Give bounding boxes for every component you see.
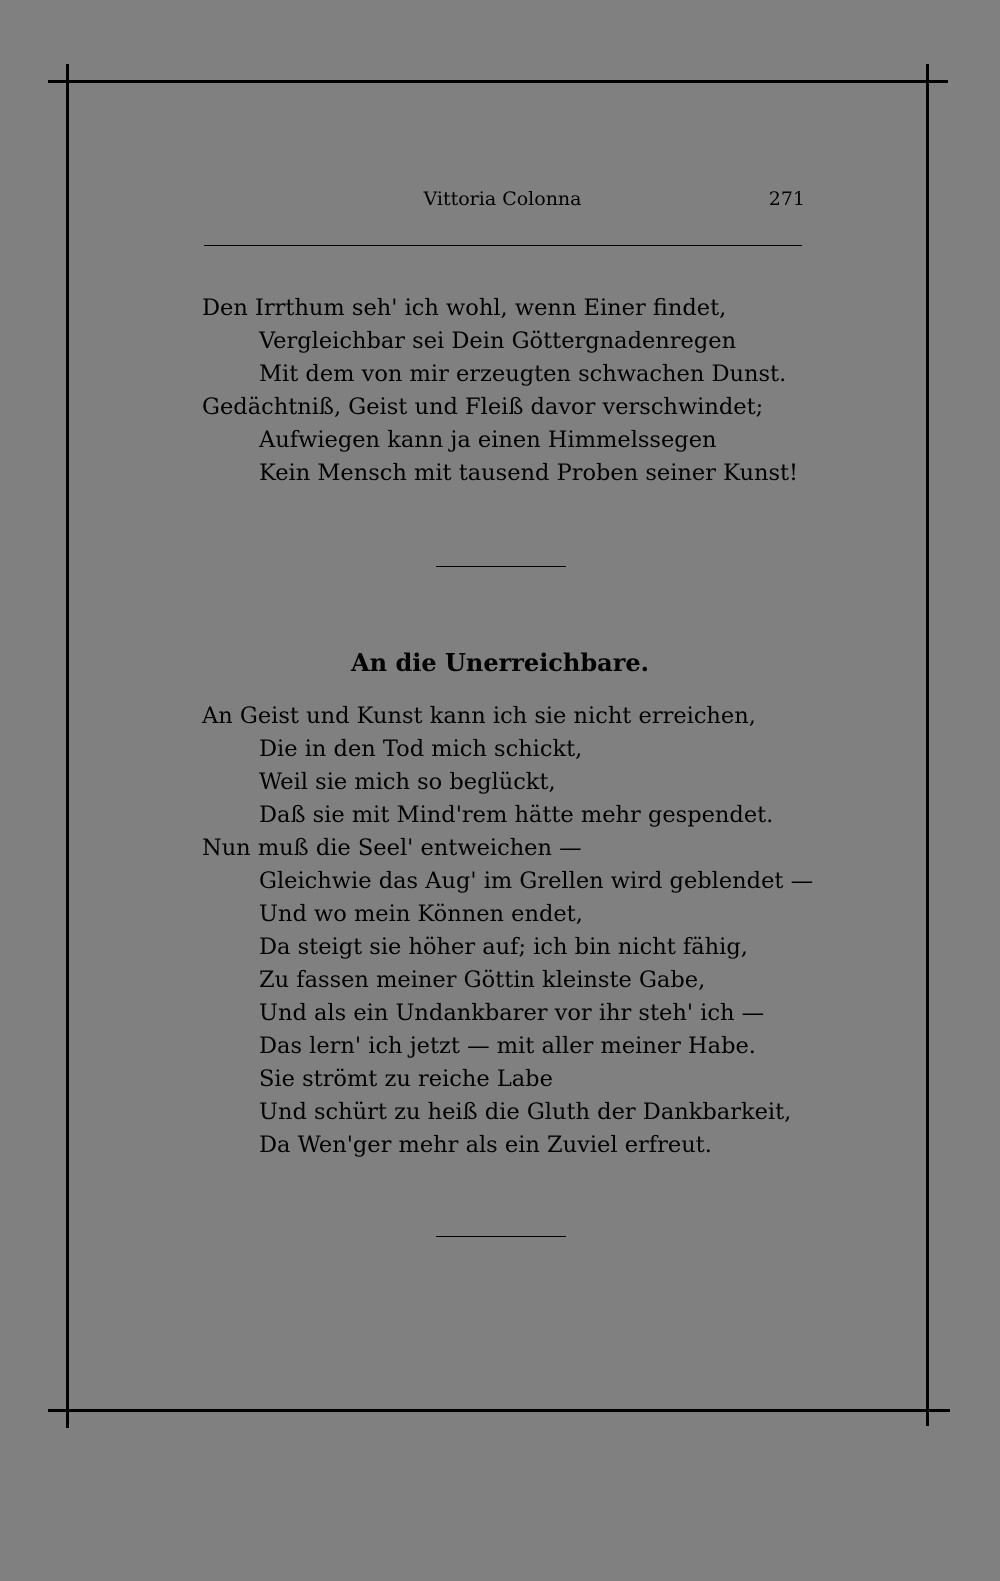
poem-line: Vergleichbar sei Dein Göttergnadenregen bbox=[259, 328, 737, 354]
poem-line: Da steigt sie höher auf; ich bin nicht fähig, bbox=[259, 934, 748, 960]
poem-line: Zu fassen meiner Göttin kleinste Gabe, bbox=[259, 967, 706, 993]
section-divider bbox=[436, 1236, 566, 1237]
frame-rule-top bbox=[48, 80, 948, 83]
frame-rule-right bbox=[926, 64, 929, 1426]
poem-line: Den Irrthum seh' ich wohl, wenn Einer findet, bbox=[202, 295, 727, 321]
page-header bbox=[200, 188, 805, 218]
header-rule bbox=[204, 245, 802, 246]
poem-title: An die Unerreichbare. bbox=[351, 648, 649, 677]
poem-line: Gedächtniß, Geist und Fleiß davor verschwindet; bbox=[202, 394, 764, 420]
poem-2-stanza bbox=[202, 700, 822, 1162]
frame-rule-left bbox=[66, 64, 69, 1428]
running-title: Vittoria Colonna bbox=[423, 188, 582, 210]
section-divider bbox=[436, 566, 566, 567]
page-number: 271 bbox=[768, 188, 805, 210]
poem-line: Da Wen'ger mehr als ein Zuviel erfreut. bbox=[259, 1132, 712, 1158]
poem-line: Nun muß die Seel' entweichen — bbox=[202, 835, 582, 861]
poem-line: Kein Mensch mit tausend Proben seiner Kunst! bbox=[259, 460, 799, 486]
poem-line: Und wo mein Können endet, bbox=[259, 901, 583, 927]
poem-line: Daß sie mit Mind'rem hätte mehr gespendet. bbox=[259, 802, 774, 828]
poem-line: Das lern' ich jetzt — mit aller meiner Habe. bbox=[259, 1033, 756, 1059]
frame-rule-bottom bbox=[48, 1409, 950, 1412]
poem-line: Und als ein Undankbarer vor ihr steh' ich — bbox=[259, 1000, 765, 1026]
poem-line: An Geist und Kunst kann ich sie nicht erreichen, bbox=[202, 703, 756, 729]
poem-line: Sie strömt zu reiche Labe bbox=[259, 1066, 553, 1092]
poem-line: Weil sie mich so beglückt, bbox=[259, 769, 556, 795]
poem-line: Aufwiegen kann ja einen Himmelssegen bbox=[259, 427, 717, 453]
poem-line: Und schürt zu heiß die Gluth der Dankbarkeit, bbox=[259, 1099, 792, 1125]
poem-line: Die in den Tod mich schickt, bbox=[259, 736, 583, 762]
poem-line: Gleichwie das Aug' im Grellen wird geblendet — bbox=[259, 868, 814, 894]
poem-1-stanza bbox=[202, 292, 822, 490]
poem-line: Mit dem von mir erzeugten schwachen Dunst. bbox=[259, 361, 787, 387]
